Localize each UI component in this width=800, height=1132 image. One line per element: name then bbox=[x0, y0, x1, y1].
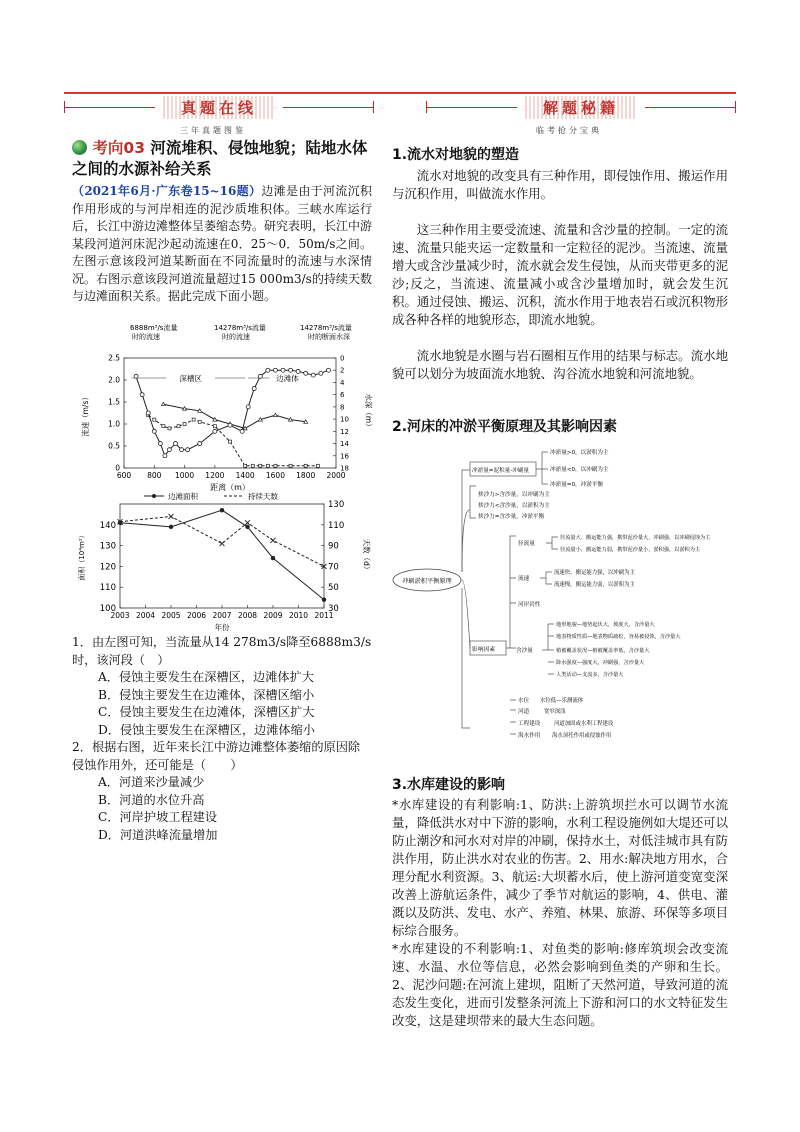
mindmap-branch2-item-1: 挟沙力>含沙量，以冲刷为主 bbox=[478, 492, 550, 498]
topic-title bbox=[72, 138, 372, 180]
velocity-6888-point bbox=[183, 423, 186, 426]
mindmap-sea-item: 海水顶托作用或侵蚀作用 bbox=[552, 733, 612, 739]
velocity-6888-point bbox=[316, 464, 319, 467]
plot-frame bbox=[120, 504, 324, 608]
x-tick-label: 2009 bbox=[263, 611, 283, 620]
velocity-6888-point bbox=[192, 418, 195, 421]
right-section-header bbox=[426, 96, 736, 118]
depth-point bbox=[140, 393, 144, 397]
y-right-tick-label: 6 bbox=[340, 391, 345, 400]
section-2 bbox=[392, 416, 728, 436]
mindmap-sediment-item-5: 人类活动—支流多，含沙量大 bbox=[556, 672, 624, 678]
header-right-title: 解题秘籍 bbox=[525, 96, 637, 119]
question-1-option-c[interactable]: C．侵蚀主要发生在边滩体，深槽区扩大 bbox=[98, 705, 315, 719]
mindmap-sediment-item-1: 地形地貌—地势起伏大，坡度大，含沙量大 bbox=[556, 622, 655, 628]
depth-point bbox=[186, 448, 190, 452]
y-left-axis-label: 面积（10⁴m²） bbox=[78, 531, 86, 581]
y-right-tick-label: 0 bbox=[340, 354, 345, 363]
velocity-6888-point bbox=[168, 427, 171, 430]
days-point bbox=[220, 541, 225, 546]
y-right-tick-label: 2 bbox=[340, 366, 345, 375]
depth-point bbox=[198, 442, 202, 446]
mindmap-eng-item: 河道加固或水利工程建设 bbox=[554, 721, 614, 727]
mindmap-sea-label: 海水作用 bbox=[518, 733, 541, 739]
x-tick-label: 1600 bbox=[265, 471, 285, 480]
globe-icon bbox=[72, 140, 87, 155]
section-1-paragraph-3: 流水地貌是水圈与岩石圈相互作用的结果与标志。流水地貌可以划分为坡面流水地貌、沟谷流水地貌和河流地貌。 bbox=[392, 348, 728, 381]
area-point bbox=[322, 597, 326, 601]
velocity-6888-point bbox=[304, 464, 307, 467]
velocity-14278-point bbox=[161, 402, 165, 406]
question-2-option-c[interactable]: C．河岸护坡工程建设 bbox=[98, 810, 218, 824]
x-tick-label: 600 bbox=[116, 471, 132, 480]
x-tick-label: 2004 bbox=[135, 611, 156, 620]
y-left-axis-label: 流速（m/s） bbox=[81, 393, 90, 437]
section-3 bbox=[392, 774, 728, 1030]
legend-label-3: 14278m³/s流量 bbox=[300, 324, 352, 332]
velocity-6888-point bbox=[289, 464, 292, 467]
mindmap-branch2-item-3: 挟沙力=含沙量，冲淤平衡 bbox=[478, 514, 545, 520]
depth-point bbox=[163, 454, 167, 458]
depth-point bbox=[289, 368, 293, 372]
depth-point bbox=[258, 374, 262, 378]
legend-area-label: 边滩面积 bbox=[168, 492, 198, 501]
mindmap-runoff-item-1: 径流量大、搬运能力强，携带泥沙量大，冲刷强，以冲刷侵蚀为主 bbox=[560, 535, 711, 541]
question-2-option-d[interactable]: D．河道洪峰流量增加 bbox=[98, 827, 218, 842]
velocity-14278-point bbox=[273, 413, 277, 417]
velocity-6888-point bbox=[259, 464, 262, 467]
question-1-option-a[interactable]: A．侵蚀主要发生在深槽区，边滩体扩大 bbox=[98, 670, 314, 684]
mindmap-factors-label: 影响因素 bbox=[472, 647, 496, 653]
legend-label-1-sub: 时的流速 bbox=[132, 333, 160, 341]
depth-point bbox=[152, 429, 156, 433]
y-left-tick-label: 1.5 bbox=[108, 397, 120, 407]
depth-point bbox=[304, 371, 308, 375]
question-1-option-d[interactable]: D．侵蚀主要发生在深槽区，边滩体缩小 bbox=[98, 722, 315, 737]
days-point bbox=[245, 520, 250, 525]
header-right-subtitle: 临考抢分宝典 bbox=[536, 126, 602, 135]
y-right-axis-label: 天数（d） bbox=[362, 538, 371, 574]
depth-point bbox=[281, 368, 285, 372]
mindmap-sediment-item-4: 降水强度—强度大，冲刷强，含沙量大 bbox=[556, 660, 645, 666]
x-tick-label: 2010 bbox=[288, 611, 309, 620]
y-left-tick-label: 100 bbox=[99, 604, 116, 614]
topic-text: 河流堆积、侵蚀地貌；陆地水体之间的水源补给关系 bbox=[72, 139, 368, 178]
area-point bbox=[169, 525, 173, 529]
depth-point bbox=[146, 411, 150, 415]
left-section-header bbox=[64, 96, 374, 118]
section-2-heading: 2.河床的冲淤平衡原理及其影响因素 bbox=[392, 419, 618, 435]
mindmap-sediment-item-2: 地表物质性质—地表物质疏松，容易被侵蚀，含沙量大 bbox=[556, 634, 681, 640]
y-right-tick-label: 90 bbox=[328, 541, 339, 552]
legend-label-3-sub: 时的断面水深 bbox=[308, 333, 350, 341]
depth-point bbox=[246, 405, 250, 409]
x-tick-label: 2005 bbox=[161, 611, 181, 620]
y-right-tick-label: 16 bbox=[340, 452, 349, 461]
question-1-option-b[interactable]: B．侵蚀主要发生在边滩体，深槽区缩小 bbox=[98, 687, 315, 702]
y-left-tick-label: 130 bbox=[99, 541, 116, 552]
velocity-14278-point bbox=[304, 420, 308, 424]
y-right-tick-label: 110 bbox=[328, 520, 345, 531]
header-rule bbox=[64, 92, 736, 94]
topic-prefix: 考向03 bbox=[92, 139, 145, 157]
y-left-tick-label: 0 bbox=[115, 463, 120, 473]
velocity-6888-point bbox=[198, 420, 201, 423]
x-tick-label: 2008 bbox=[237, 611, 258, 620]
area-point bbox=[220, 508, 224, 512]
series-line-3 bbox=[136, 370, 328, 456]
x-tick-label: 1200 bbox=[205, 471, 225, 480]
left-column bbox=[72, 138, 372, 306]
mindmap-runoff-label: 径流量 bbox=[518, 541, 535, 547]
days-series-line bbox=[120, 517, 324, 567]
velocity-6888-point bbox=[177, 425, 180, 428]
velocity-6888-point bbox=[266, 464, 269, 467]
y-left-tick-label: 110 bbox=[99, 583, 116, 594]
y-right-tick-label: 14 bbox=[340, 440, 349, 449]
depth-point bbox=[158, 442, 162, 446]
y-right-tick-label: 8 bbox=[340, 403, 345, 412]
question-2-option-b[interactable]: B．河道的水位升高 bbox=[98, 792, 205, 807]
x-axis-label: 距离（m） bbox=[210, 483, 250, 492]
mindmap-root: 冲刷淤积平衡原理 bbox=[402, 578, 452, 585]
header-left-subtitle: 三年真题图鉴 bbox=[180, 126, 246, 135]
y-right-tick-label: 130 bbox=[328, 500, 345, 510]
depth-point bbox=[180, 448, 184, 452]
velocity-14278-point bbox=[289, 418, 293, 422]
section-3-heading: 3.水库建设的影响 bbox=[392, 777, 506, 793]
depth-point bbox=[326, 368, 330, 372]
intro-source: （2021年6月·广东卷15~16题） bbox=[72, 184, 262, 198]
section-1 bbox=[392, 144, 728, 383]
section-1-paragraph-2: 这三种作用主要受流速、流量和含沙量的控制。一定的流速、流量只能夹运一定数量和一定粒径的泥沙。当流速、流量增大或含沙量减少时，流水就会发生侵蚀，从而夹带更多的泥沙;反之，当流速、流量减小或含沙量增加时，就会发生沉积。通过侵蚀、搬运、沉积，流水作用于地表岩石或沉积物形成各种各样的地貌形态，即流水地貌。 bbox=[392, 222, 728, 327]
area-point bbox=[271, 556, 275, 560]
depth-point bbox=[240, 429, 244, 433]
y-right-tick-label: 4 bbox=[340, 378, 345, 387]
area-series-line bbox=[120, 510, 324, 600]
y-left-tick-label: 2.0 bbox=[108, 375, 120, 385]
depth-point bbox=[273, 368, 277, 372]
y-left-tick-label: 0.5 bbox=[108, 441, 120, 451]
x-tick-label: 1000 bbox=[175, 471, 195, 480]
scour-deposition-mindmap bbox=[392, 438, 728, 764]
mindmap-velocity-item-1: 流速快，搬运能力强，以冲刷为主 bbox=[554, 570, 635, 576]
area-point bbox=[245, 525, 249, 529]
y-right-tick-label: 12 bbox=[340, 427, 349, 436]
y-left-tick-label: 2.5 bbox=[108, 353, 120, 363]
legend-days-label: 持续天数 bbox=[248, 492, 278, 501]
legend-label-2-sub: 时的流速 bbox=[222, 333, 250, 341]
velocity-6888-point bbox=[153, 418, 156, 421]
intro-text: 边滩是由于河流沉积作用形成的与河岸相连的泥沙质堆积体。三峡水库运行后，长江中游边滩整体呈萎缩态势。研究表明，长江中游某段河道河床泥沙起动流速在0．25～0．50m/s之间。左图示意该段河道某断面在不同流量时的流速与水深情况。右图示意该段河道流量超过15 000m3/s的持续天数与边滩面积关系。据此完成下面小题。 bbox=[72, 184, 373, 303]
question-2-stem: 2．根据右图，近年来长江中游边滩整体萎缩的原因除侵蚀作用外，还可能是（ ） bbox=[72, 740, 361, 772]
y-right-tick-label: 70 bbox=[328, 562, 339, 573]
section-1-heading: 1.流水对地貌的塑造 bbox=[392, 147, 520, 163]
mindmap-channel-label: 河道 bbox=[518, 709, 530, 715]
header-left-title: 真题在线 bbox=[163, 96, 275, 119]
zone-label-deep-trough: 深槽区 bbox=[179, 374, 202, 383]
y-right-tick-label: 50 bbox=[328, 583, 339, 594]
depth-point bbox=[173, 442, 177, 446]
x-tick-label: 1800 bbox=[296, 471, 316, 480]
velocity-depth-chart bbox=[74, 320, 374, 494]
velocity-14278-point bbox=[198, 409, 202, 413]
legend-area-marker bbox=[152, 494, 156, 498]
days-point bbox=[271, 538, 276, 543]
questions-block bbox=[72, 634, 372, 844]
velocity-6888-point bbox=[213, 425, 216, 428]
x-tick-label: 2007 bbox=[212, 611, 232, 620]
mindmap-level-item: 水位低—乐测流体 bbox=[540, 698, 584, 704]
depth-point bbox=[311, 373, 315, 377]
depth-point bbox=[266, 368, 270, 372]
y-right-tick-label: 18 bbox=[340, 464, 349, 473]
section-3-paragraph-1: *水库建设的有利影响:1、防洪:上游筑坝拦水可以调节水流量，降低洪水对中下游的影响，水利工程设施例如大堤还可以防止潮汐和河水对对岸的冲刷，保持水土，对低洼城市具有防洪作用，防止洪水对农业的伤害。2、用水:解决地方用水，合理分配水利资源。3、航运:大坝蓄水后，使上游河道变宽变深改善上游航运条件，减少了季节对航运的影响，4、供电、灌溉以及防洪、发电、水产、养殖、林果、旅游、环保等多项目标综合服务。 bbox=[392, 797, 728, 938]
velocity-14278-point bbox=[243, 426, 247, 430]
velocity-6888-point bbox=[244, 464, 247, 467]
mindmap-runoff-item-2: 径流量小、搬运能力弱，携带泥沙量小，淤积强，以淤积为主 bbox=[560, 547, 701, 553]
mindmap-velocity-item-2: 流速慢，搬运能力弱，以淤积为主 bbox=[554, 582, 635, 588]
y-right-tick-label: 10 bbox=[340, 415, 349, 424]
depth-point bbox=[167, 448, 171, 452]
mindmap-bed-label: 河岸岩性 bbox=[518, 602, 541, 608]
mindmap-level-label: 水位 bbox=[518, 698, 530, 704]
depth-point bbox=[252, 387, 256, 391]
velocity-6888-point bbox=[274, 464, 277, 467]
question-1-stem: 1．由左图可知，当流量从14 278m3/s降至6888m3/s时，该河段（ ） bbox=[72, 635, 372, 667]
mindmap-velocity-label: 流速 bbox=[518, 576, 530, 582]
question-2-option-a[interactable]: A．河道来沙量减少 bbox=[98, 775, 205, 789]
y-right-tick-label: 30 bbox=[328, 604, 339, 614]
mindmap-branch1-label: 冲淤量=泥积量-冲刷量 bbox=[472, 468, 530, 474]
depth-point bbox=[228, 423, 232, 427]
x-tick-label: 1400 bbox=[235, 471, 255, 480]
depth-point bbox=[134, 374, 138, 378]
zone-label-edge-bar: 边滩体 bbox=[276, 374, 299, 383]
series-line-1 bbox=[148, 415, 318, 466]
x-axis-label: 年份 bbox=[214, 623, 230, 632]
days-point bbox=[169, 514, 174, 519]
x-tick-label: 2003 bbox=[110, 611, 130, 620]
velocity-6888-point bbox=[162, 425, 165, 428]
mindmap-sediment-item-3: 植被覆盖状况—植被覆盖率低，含沙量大 bbox=[556, 648, 650, 654]
legend-label-2: 14278m³/s流量 bbox=[214, 324, 266, 332]
mindmap-branch1-item-1: 冲淤量>0，以淤积为主 bbox=[550, 450, 609, 456]
y-left-tick-label: 120 bbox=[99, 562, 116, 573]
x-tick-label: 800 bbox=[147, 471, 162, 480]
section-3-paragraph-2: *水库建设的不利影响:1、对鱼类的影响:修库筑坝会改变流速、水温、水位等信息，必然会影响到鱼类的产卵和生长。2、泥沙问题:在河流上建坝，阻断了天然河道，导致河道的流态发生变化，进而引发整条河流上下游和河口的水文特征发生改变，这是建坝带来的最大生态问题。 bbox=[392, 941, 728, 1028]
x-tick-label: 2006 bbox=[186, 611, 207, 620]
mindmap-branch1-item-2: 冲淤量<0，以冲刷为主 bbox=[550, 467, 609, 473]
section-1-paragraph-1: 流水对地貌的改变具有三种作用，即侵蚀作用、搬运作用与沉积作用，叫做流水作用。 bbox=[392, 168, 728, 201]
x-tick-label: 2011 bbox=[314, 611, 334, 620]
y-left-tick-label: 140 bbox=[99, 520, 116, 531]
depth-point bbox=[296, 369, 300, 373]
velocity-14278-point bbox=[213, 418, 217, 422]
mindmap-branch1-item-3: 冲淤量=0，冲淤平衡 bbox=[550, 482, 603, 488]
depth-point bbox=[319, 371, 323, 375]
depth-point bbox=[213, 429, 217, 433]
mindmap-channel-item: 宽窄深浅 bbox=[544, 709, 566, 715]
velocity-6888-point bbox=[229, 440, 232, 443]
mindmap-branch2-item-2: 挟沙力<含沙量，以淤积为主 bbox=[478, 503, 550, 509]
velocity-14278-point bbox=[258, 418, 262, 422]
velocity-14278-point bbox=[183, 407, 187, 411]
mindmap-eng-label: 工程建设 bbox=[518, 721, 541, 727]
intro-paragraph bbox=[72, 183, 372, 306]
area-days-chart bbox=[74, 490, 374, 632]
y-right-axis-label: 水深（m） bbox=[364, 393, 373, 431]
mindmap-sediment-label: 含沙量 bbox=[516, 648, 533, 654]
velocity-6888-point bbox=[251, 464, 254, 467]
x-tick-label: 2000 bbox=[326, 471, 346, 480]
legend-label-1: 6888m³/s流量 bbox=[130, 324, 178, 332]
y-left-tick-label: 1.0 bbox=[108, 419, 120, 429]
